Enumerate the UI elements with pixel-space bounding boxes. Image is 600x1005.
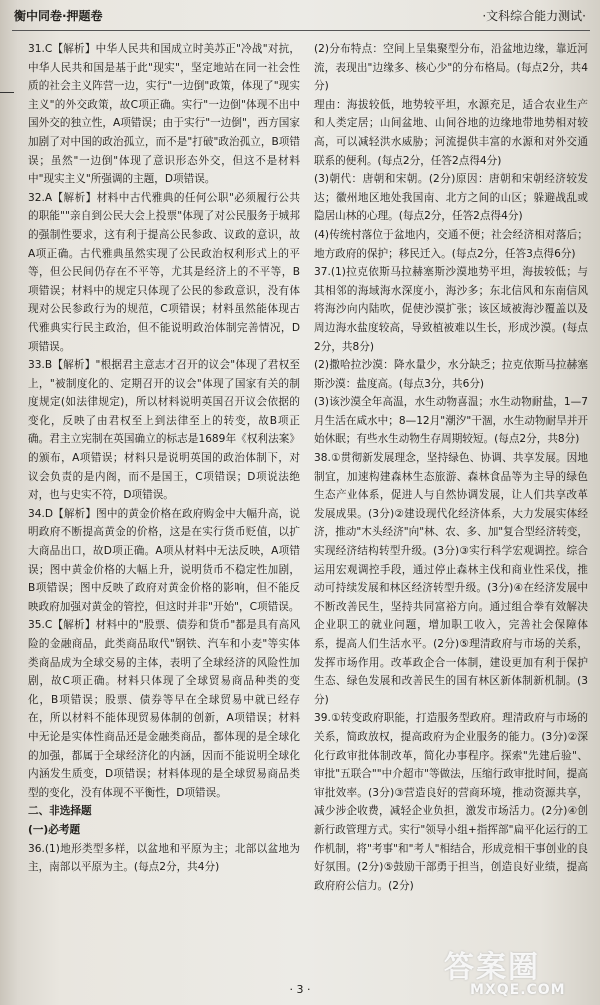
answer-36-part3: (3)朝代：唐朝和宋朝。(2分)原因：唐朝和宋朝经济较发达；徽州地区地处我国南、北方之间的山区；躲避战乱或隐居山林的心理。(每点2分，任答2点得4分)	[314, 173, 588, 223]
page-number: · 3 ·	[289, 983, 311, 996]
answer-36-part2: (2)分布特点：空间上呈集聚型分布，沿盆地边缘，靠近河流，表现出"边缘多、核心少"的分布格局。(每点2分，共4分)	[314, 43, 588, 93]
answer-37-part3: (3)该沙漠全年高温，水生动物喜温；水生动物耐盐，1—7月生活在咸水中；8—12月"潮汐"干涸，水生动物耐旱并开始休眠；有些水生动物生存周期较短。(每点2分，共8分)	[314, 396, 588, 446]
header-right-subject: ·文科综合能力测试·	[482, 9, 586, 23]
margin-mark	[0, 92, 14, 93]
answer-39: 39.①转变政府职能，打造服务型政府。理清政府与市场的关系，简政放权，提高政府为企业服务的能力。(3分)②深化行政审批体制改革，简化办事程序。探索"先建后验"、审批"五联合""中介超市"等做法，压缩行政审批时间，提高审批效率。(3分)③营造良好的营商环境，推动资源共享，减少涉企收费，减轻企业负担，激发市场活力。(2分)④创新行政管理方式。实行"领导小组+指挥部"扁平化运行的工作机制，将"考事"和"考人"相结合，形成竞相干事创业的良好氛围。(2分)⑤鼓励干部勇于担当，创造良好业绩，提高政府府公信力。(2分)	[314, 712, 588, 892]
section-subheading-required: (一)必考题	[28, 823, 81, 836]
answer-37-part2: (2)撒哈拉沙漠：降水量少，水分缺乏；拉克依斯马拉赫塞斯沙漠：盐度高。(每点3分，共6分)	[314, 359, 588, 390]
answer-37-part1: 37.(1)拉克依斯马拉赫塞斯沙漠地势平坦，海拔较低；与其相邻的海域海水深度小，海沙多；东北信风和东南信风将海沙向内陆吹，促使沙漠扩张；该区域被海沙覆盖以及周边海水盐度较高，导致植被难以生长，形成沙漠。(每点2分，共8分)	[314, 266, 588, 353]
answer-34: 34.D【解析】图中的黄金价格在政府购金中大幅升高，说明政府不断提高黄金的价格，这是在实行货币贬值，以扩大商品出口，故D项正确。A项从材料中无法反映，A项错误；图中黄金价格的大幅上升，说明货币不稳定性加剧，B项错误；图中反映了政府对黄金价格的影响，但不能反映政府加强对黄金的管控，但这时并非"开始"，C项错误。	[28, 507, 300, 613]
answer-36-part1: 36.(1)地形类型多样，以盆地和平原为主；北部以盆地为主，南部以平原为主。(每点2分，共4分)	[28, 842, 300, 874]
answer-38: 38.①贯彻新发展理念，坚持绿色、协调、共享发展。因地制宜，加速构建森林生态旅游、森林食品等为主导的绿色生态产业体系，促进人与自然协调发展，让人们共享改革发展成果。(3分)②建设现代化经济体系，大力发展实体经济，推动"木头经济"向"林、农、多、加"复合型经济转变，实现经济结构转型升级。(3分)③实行科学宏观调控。综合运用宏观调控手段，通过停止森林主伐和商业性采伐，推动可持续发展和林区经济转型升级。(3分)④在经济发展中不断改善民生，坚持共同富裕方向。通过组合拳有效解决企业职工的就业问题，增加职工收入，完善社会保障体系，提高人们生活水平。(2分)⑤理清政府与市场的关系，发挥市场作用。改革政企合一体制，建设更加有利于保护生态、绿色发展和改善民生的国有林区新体制新机制。(3分)	[314, 452, 588, 706]
answer-35: 35.C【解析】材料中的"股票、债券和货币"都是具有高风险的金融商品，此类商品取代"钢铁、汽车和小麦"等实体类商品成为全球交易的主体，表明了全球经济的风险性加剧，故C项正确。材料只体现了全球贸易商品种类的变化，B项错误；股票、债券等早在全球贸易中就已经存在，所以材料不能体现贸易体制的创新，A项错误；材料中无论是实体性商品还是金融类商品，都体现的是全球化的加强，都属于全球经济化的内涵，因而不能说明全球化内涵发生质变，D项错误；材料体现的是全球贸易商品类型的变化，没有体现不平衡性，D项错误。	[28, 619, 300, 799]
header-divider	[12, 30, 590, 31]
answer-33: 33.B【解析】"根据君主意志才召开的议会"体现了君权至上，"被制度化的、定期召开的议会"体现了国家有关的制度规定(如法律规定)，所以材料说明英国召开议会依据的变化，反映了由君权至上到法律至上的转变，故B项正确。君主立宪制在英国确立的标志是1689年《权利法案》的颁布，A项错误；材料只是说明英国的政治体制下，对议会负责的是内阁，而不是国王，C项错误；D项说法绝对，也与史实不符，D项错误。	[28, 359, 300, 502]
header-left-title: 衡中同卷·押题卷	[14, 9, 103, 23]
answer-36-reason: 理由：海拔较低，地势较平坦，水源充足，适合农业生产和人类定居；山间盆地、山间谷地的边缘地带地势相对较高，可以减轻洪水威胁；河流提供丰富的水源和对外交通联系的便利。(每点2分，任答2点得4分)	[314, 98, 588, 167]
watermark-logo-text: 答案圈	[444, 950, 540, 985]
watermark-url: MXQE.COM	[470, 982, 566, 998]
watermark-logo	[444, 942, 594, 1002]
answer-31: 31.C【解析】中华人民共和国成立时美苏正"冷战"对抗，中华人民共和国是基于此"现实"，坚定地站在同一社会性质的社会主义阵营一边，实行"一边倒"政策，体现了"现实主义"的外交政策，故C项正确。实行"一边倒"体现不出中国外交的独立性，A项错误；由于实行"一边倒"，西方国家加剧了对中国的政治孤立，而不是"打破"政治孤立，B项错误；虽然"一边倒"体现了意识形态外交，但这不是材料中"现实主义"所强调的主题，D项错误。	[28, 43, 300, 186]
answer-32: 32.A【解析】材料中古代雅典的任何公职"必须履行公共的职能""亲自到公民大会上投票"体现了对公民服务于城邦的强制性要求，这有利于提高公民参政、议政的意识，故A项正确。古代雅典虽然实现了公民政治权利形式上的平等，但公民间仍存在不平等，尤其是经济上的不平等，B项错误；材料中的规定只体现了公民的参政意识，没有体现对公民参政行为的规范，C项错误；材料虽然能体现古代雅典实行民主政治，但不能说明政治体制完善情况，D项错误。	[28, 191, 300, 353]
left-column	[28, 40, 300, 877]
section-heading-non-choice: 二、非选择题	[28, 805, 92, 818]
answer-36-part4: (4)传统村落位于盆地内，交通不便；社会经济相对落后；地方政府的保护；移民迁入。(每点2分，任答3点得6分)	[314, 228, 588, 260]
right-column	[314, 40, 588, 895]
